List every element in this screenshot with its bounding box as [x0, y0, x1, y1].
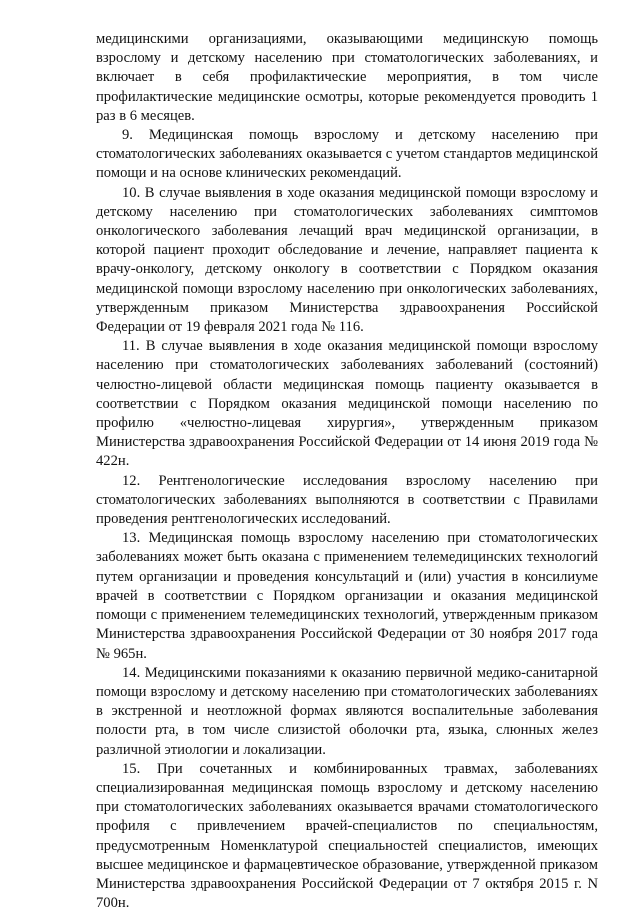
paragraph-12: 12. Рентгенологические исследования взрослому населению при стоматологических заболеваниях выполняются в соответствии с Правилами проведения рентгенологических исследований. — [96, 472, 598, 528]
paragraph-11: 11. В случае выявления в ходе оказания медицинской помощи взрослому населению при стоматологических заболеваниях заболеваний (состояний) челюстно-лицевой области медицинская помощь пациенту оказывается в соответствии с Порядком оказания медицинской помощи населению по профилю «челюстно-лицевая хирургия», утвержденным приказом Министерства здравоохранения Российской Федерации от 14 июня 2019 года № 422н. — [96, 338, 598, 470]
paragraph-10: 10. В случае выявления в ходе оказания медицинской помощи взрослому и детскому населению при стоматологических заболеваниях симптомов онкологического заболевания лечащий врач медицинской организации, в которой пациент проходит обследование и лечение, направляет пациента к врачу-онкологу, детскому онкологу в соответствии с Порядком оказания медицинской помощи взрослому населению при онкологических заболеваниях, утвержденным приказом Министерства здравоохранения Российской Федерации от 19 февраля 2021 года № 116. — [96, 184, 598, 336]
paragraph-continuation: медицинскими организациями, оказывающими медицинскую помощь взрослому и детскому населению при стоматологических заболеваниях, и включает в себя профилактические мероприятия, в том числе профилактические медицинские осмотры, которые рекомендуется проводить 1 раз в 6 месяцев. — [96, 31, 598, 124]
paragraph-14: 14. Медицинскими показаниями к оказанию первичной медико-санитарной помощи взрослому и детскому населению при стоматологических заболеваниях в экстренной и неотложной формах являются воспалительные заболевания полости рта, в том числе слизистой оболочки рта, языка, слюнных желез различной этиологии и локализации. — [96, 664, 598, 758]
paragraph-15: 15. При сочетанных и комбинированных травмах, заболеваниях специализированная медицинская помощь взрослому и детскому населению при стоматологических заболеваниях оказывается врачами стоматологического профиля с привлечением врачей-специалистов по специальностям, предусмотренным Номенклатурой специальностей специалистов, имеющих высшее медицинское и фармацевтическое образование, утвержденной приказом Министерства здравоохранения Российской Федерации от 7 октября 2015 г. N 700н. — [96, 760, 598, 912]
document-page — [96, 30, 598, 913]
paragraph-13: 13. Медицинская помощь взрослому населению при стоматологических заболеваниях может быть оказана с применением телемедицинских технологий путем организации и проведения консультаций и (или) участия в консилиуме врачей в соответствии с Порядком организации и оказания медицинской помощи с применением телемедицинских технологий, утвержденным приказом Министерства здравоохранения Российской Федерации от 30 ноября 2017 года № 965н. — [96, 530, 598, 662]
paragraph-9: 9. Медицинская помощь взрослому и детскому населению при стоматологических заболеваниях оказывается с учетом стандартов медицинской помощи и на основе клинических рекомендаций. — [96, 127, 598, 182]
